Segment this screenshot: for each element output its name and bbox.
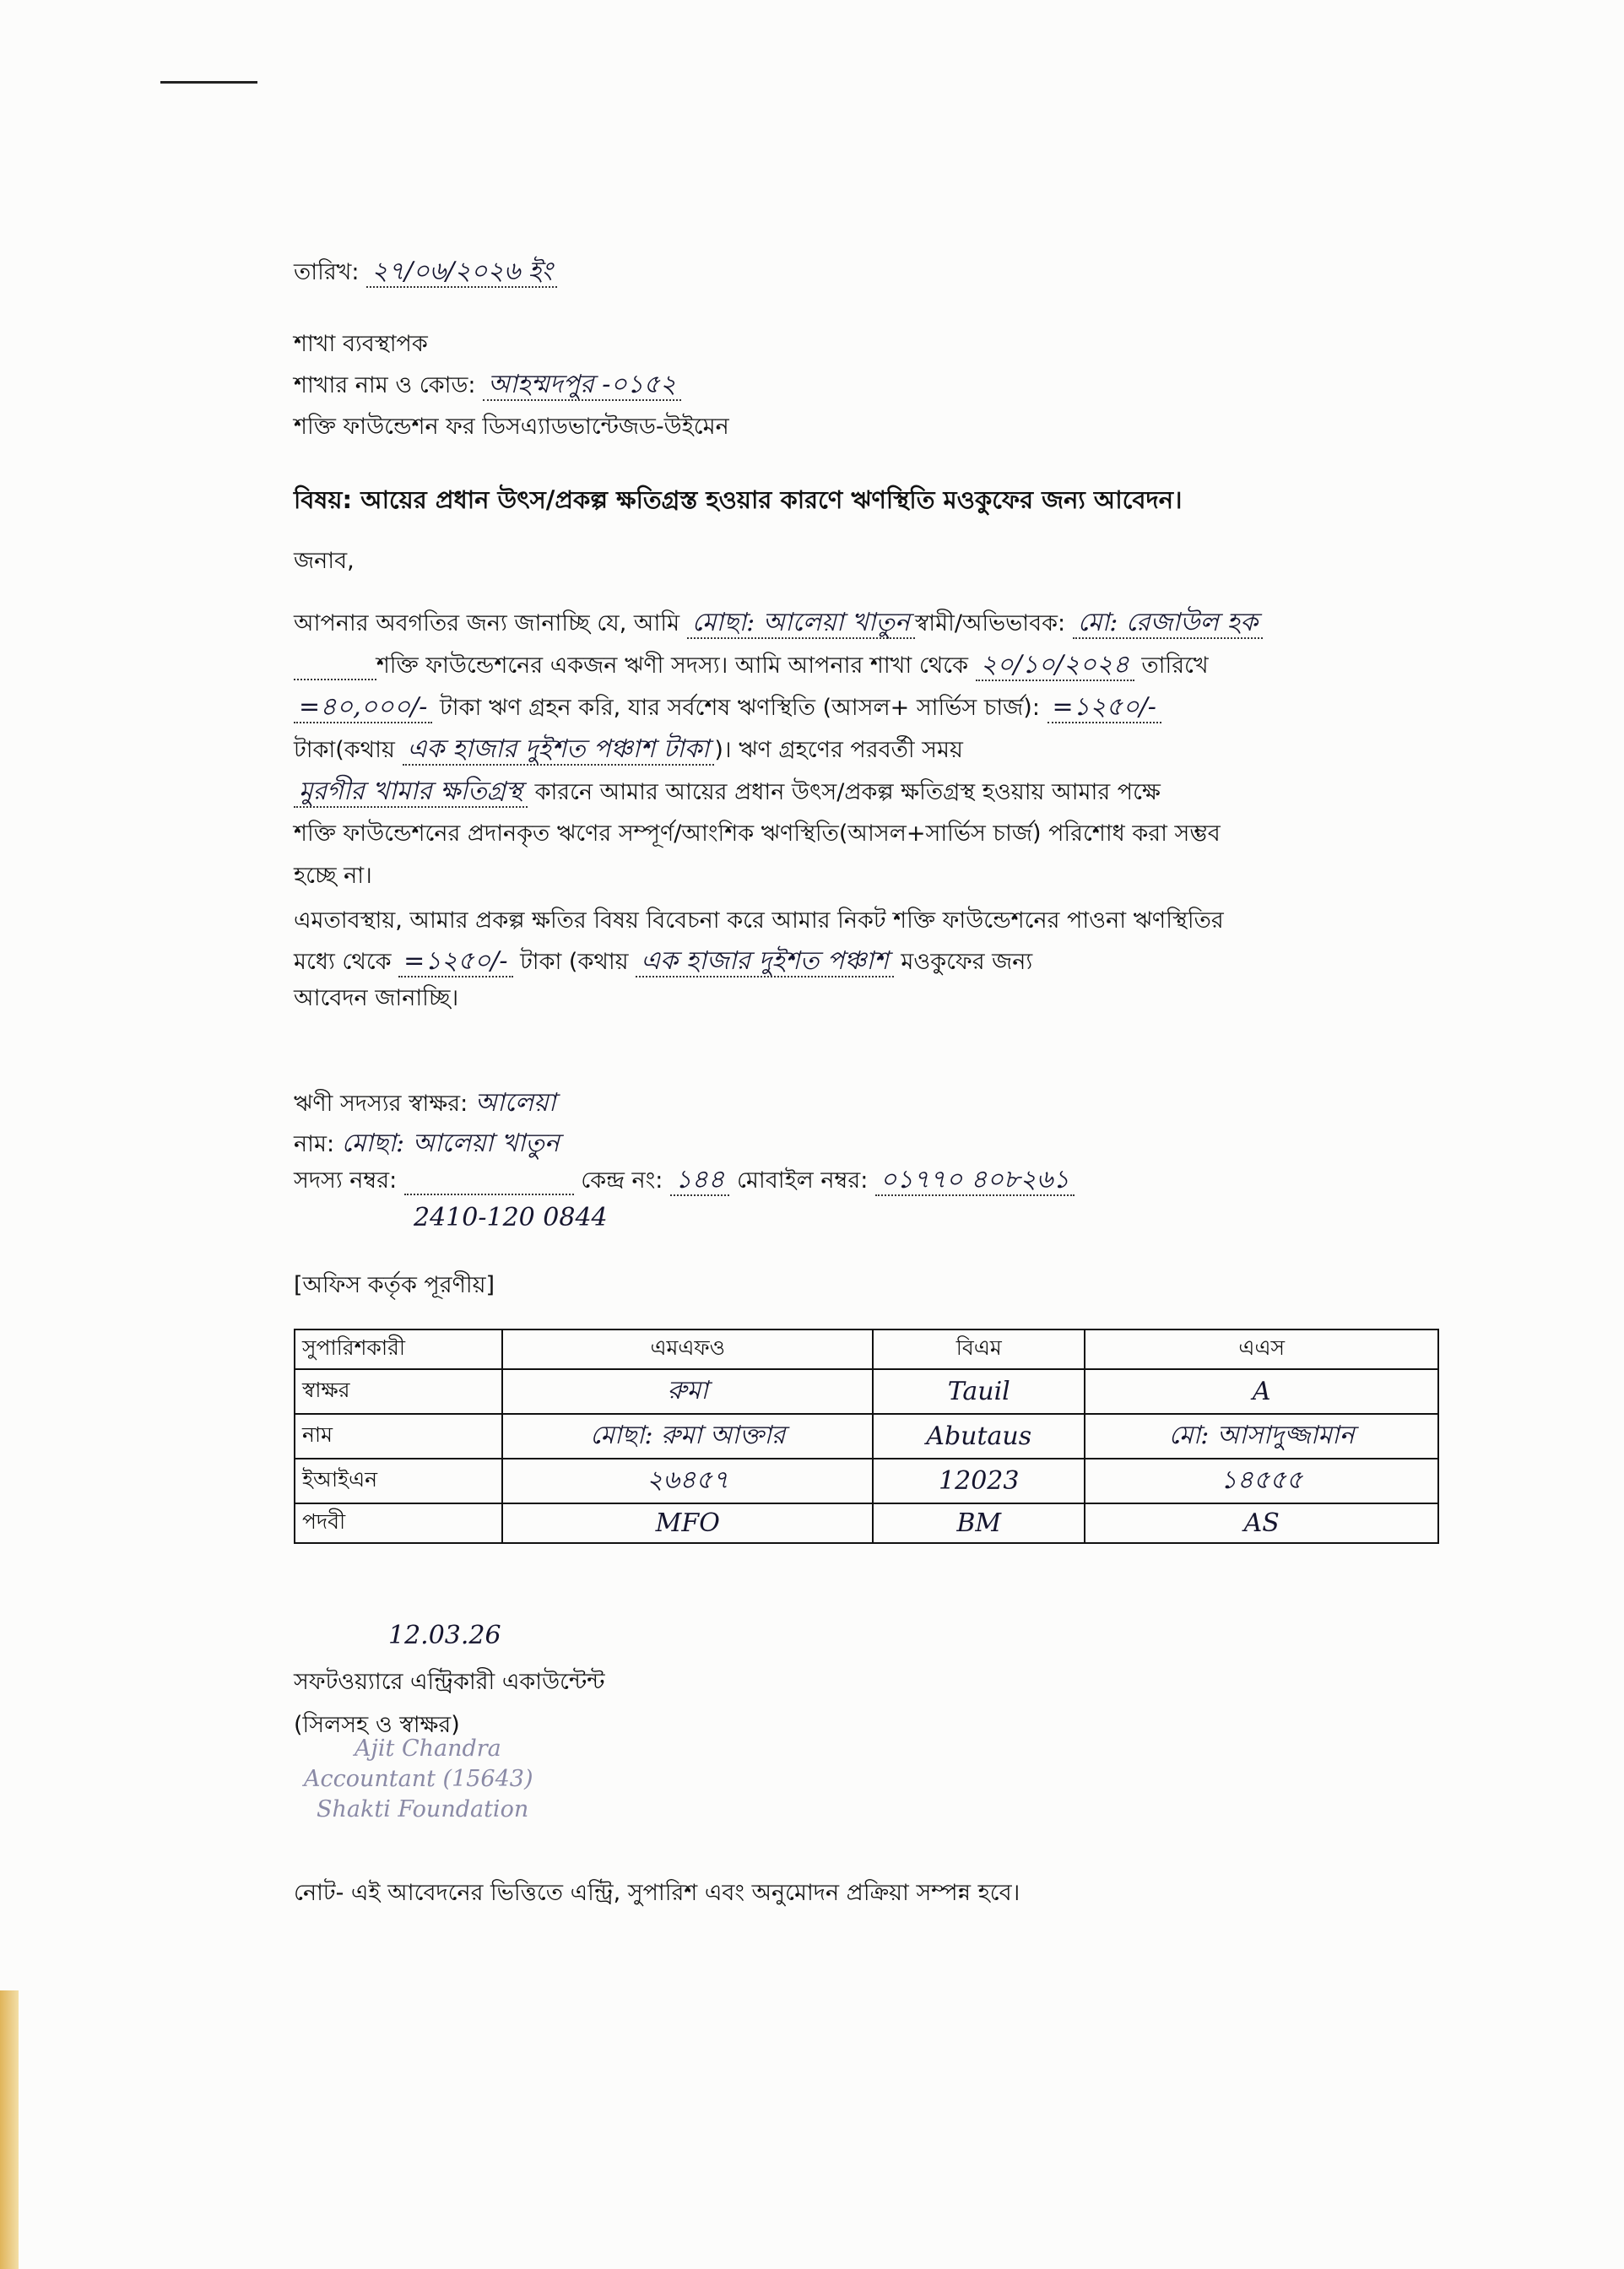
signature-label: ঋণী সদস্যর স্বাক্ষর: <box>294 1091 468 1117</box>
loan-date: ২০/১০/২০২৪ <box>976 650 1134 681</box>
waiver-amount: =১২৫০/- <box>398 946 512 977</box>
stamp-org: Shakti Foundation <box>317 1796 529 1822</box>
damage-reason: মুরগীর খামার ক্ষতিগ্রস্থ <box>294 777 528 808</box>
subject: বিষয়: আয়ের প্রধান উৎস/প্রকল্প ক্ষতিগ্রস্ত হওয়ার কারণে ঋণস্থিতি মওকুফের জন্য আবেদন। <box>294 485 1183 514</box>
date-line <box>294 257 557 288</box>
member-signature: আলেয়া <box>474 1088 556 1118</box>
text: মওকুফের জন্য <box>901 949 1033 975</box>
table-row <box>295 1459 1438 1503</box>
table-row <box>295 1369 1438 1414</box>
loan-amount: =৪০,০০০/- <box>294 692 432 723</box>
table-cell: ১৪৫৫৫ <box>1085 1459 1438 1503</box>
table-header: বিএম <box>873 1329 1085 1369</box>
name-label: নাম: <box>294 1131 335 1157</box>
table-row <box>295 1503 1438 1543</box>
member-number-value: 2410-120 0844 <box>414 1203 608 1232</box>
para2-line2 <box>294 946 1032 977</box>
table-cell: রুমা <box>502 1369 873 1414</box>
table-cell: A <box>1085 1369 1438 1414</box>
blank <box>294 653 376 680</box>
footer-note: নোট- এই আবেদনের ভিত্তিতে এন্ট্রি, সুপারিশ এবং অনুমোদন প্রক্রিয়া সম্পন্ন হবে। <box>294 1880 1020 1906</box>
text: তারিখে <box>1141 653 1209 679</box>
table-header: এমএফও <box>502 1329 873 1369</box>
member-number-line <box>294 1165 1075 1196</box>
table-header: সুপারিশকারী <box>295 1329 502 1369</box>
table-cell: Abutaus <box>873 1414 1085 1459</box>
center-label: কেন্দ্র নং: <box>581 1167 663 1194</box>
row-label: স্বাক্ষর <box>295 1369 502 1414</box>
para1-line3 <box>294 692 1161 723</box>
member-name-line <box>294 1129 560 1160</box>
para1-line6: শক্তি ফাউন্ডেশনের প্রদানকৃত ঋণের সম্পূর্ণ/আংশিক ঋণস্থিতি(আসল+সার্ভিস চার্জ) পরিশোধ করা সম্ভব <box>294 820 1221 847</box>
member-name-value: মোছা: আলেয়া খাতুন <box>341 1129 560 1158</box>
para1-line1 <box>294 608 1263 639</box>
center-value: ১৪৪ <box>670 1165 729 1196</box>
date-value: ২৭/০৬/২০২৬ ইং <box>366 257 557 288</box>
table-cell: মো: আসাদুজ্জামান <box>1085 1414 1438 1459</box>
table-header-row <box>295 1329 1438 1369</box>
para1-line7: হচ্ছে না। <box>294 863 372 889</box>
guardian-name: মো: রেজাউল হক <box>1073 608 1263 639</box>
text: আপনার অবগতির জন্য জানাচ্ছি যে, আমি <box>294 610 680 636</box>
recipient: শাখা ব্যবস্থাপক <box>294 331 428 357</box>
stamp-role: Accountant (15643) <box>304 1766 533 1792</box>
table-cell: AS <box>1085 1503 1438 1543</box>
blank <box>404 1167 574 1195</box>
para2-line3: আবেদন জানাচ্ছি। <box>294 985 459 1011</box>
para1-line4 <box>294 734 963 766</box>
office-note: [অফিস কর্তৃক পূরণীয়] <box>294 1272 495 1298</box>
branch-line <box>294 370 681 401</box>
salutation: জনাব, <box>294 548 355 574</box>
mobile-value: ০১৭৭০ ৪০৮২৬১ <box>875 1165 1075 1196</box>
text: )। ঋণ গ্রহণের পরবর্তী সময় <box>714 737 963 763</box>
office-table <box>294 1329 1439 1544</box>
member-name: মোছা: আলেয়া খাতুন <box>687 608 915 639</box>
branch-label: শাখার নাম ও কোড: <box>294 372 476 398</box>
mobile-label: মোবাইল নম্বর: <box>736 1167 869 1194</box>
para1-line2 <box>294 650 1209 681</box>
outstanding-words: এক হাজার দুইশত পঞ্চাশ টাকা <box>403 734 715 766</box>
para1-line5 <box>294 777 1161 808</box>
text: শক্তি ফাউন্ডেশনের একজন ঋণী সদস্য। আমি আপনার শাখা থেকে <box>376 653 969 679</box>
text: কারনে আমার আয়ের প্রধান উৎস/প্রকল্প ক্ষতিগ্রস্থ হওয়ায় আমার পক্ষে <box>534 779 1161 805</box>
text: স্বামী/অভিভাবক: <box>914 610 1066 636</box>
table-cell: 12023 <box>873 1459 1085 1503</box>
stamp-name: Ajit Chandra <box>355 1736 501 1762</box>
table-cell: MFO <box>502 1503 873 1543</box>
member-signature-line <box>294 1088 556 1119</box>
number-label: সদস্য নম্বর: <box>294 1167 398 1194</box>
scan-background-edge <box>0 1990 19 2269</box>
table-cell: মোছা: রুমা আক্তার <box>502 1414 873 1459</box>
row-label: ইআইএন <box>295 1459 502 1503</box>
text: টাকা ঋণ গ্রহন করি, যার সর্বশেষ ঋণস্থিতি (আসল+ সার্ভিস চার্জ): <box>440 695 1040 721</box>
table-row <box>295 1414 1438 1459</box>
table-header: এএস <box>1085 1329 1438 1369</box>
table-cell: BM <box>873 1503 1085 1543</box>
waiver-words: এক হাজার দুইশত পঞ্চাশ <box>636 946 894 977</box>
accountant-signature-date: 12.03.26 <box>388 1621 501 1650</box>
scan-mark <box>160 81 257 84</box>
branch-value: আহম্মদপুর -০১৫২ <box>483 370 681 401</box>
para2-line1: এমতাবস্থায়, আমার প্রকল্প ক্ষতির বিষয় বিবেচনা করে আমার নিকট শক্তি ফাউন্ডেশনের পাওনা ঋণস্থিতির <box>294 907 1224 934</box>
organization: শক্তি ফাউন্ডেশন ফর ডিসএ্যাডভান্টেজড-উইমেন <box>294 414 729 440</box>
accountant-title: সফটওয়্যারে এন্ট্রিকারী একাউন্টেন্ট <box>294 1669 605 1695</box>
row-label: পদবী <box>295 1503 502 1543</box>
text: টাকা (কথায় <box>520 949 629 975</box>
seal-note: (সিলসহ ও স্বাক্ষর) <box>294 1712 460 1738</box>
text: টাকা(কথায় <box>294 737 395 763</box>
date-label: তারিখ: <box>294 259 360 285</box>
outstanding-amount: =১২৫০/- <box>1047 692 1161 723</box>
row-label: নাম <box>295 1414 502 1459</box>
text: মধ্যে থেকে <box>294 949 392 975</box>
table-cell: Tauil <box>873 1369 1085 1414</box>
table-cell: ২৬৪৫৭ <box>502 1459 873 1503</box>
